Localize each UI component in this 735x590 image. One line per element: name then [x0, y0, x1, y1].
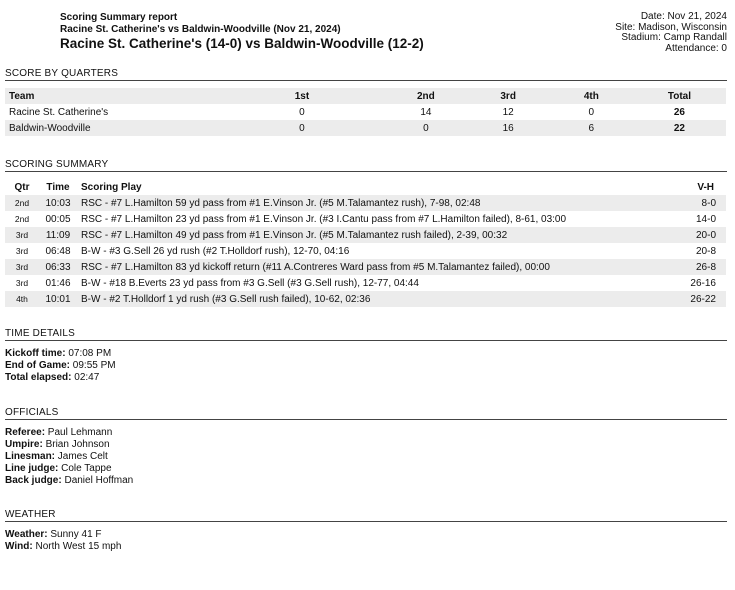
list-item [5, 475, 133, 487]
play-description: B-W - #18 B.Everts 23 yd pass from #3 G.Sell (#3 G.Sell rush), 12-77, 04:44 [81, 277, 419, 289]
table-header-row [5, 179, 726, 195]
weather-list [5, 529, 121, 553]
play-quarter: 2nd [14, 214, 30, 224]
table-row [5, 211, 726, 227]
section-title-score-by-quarters: SCORE BY QUARTERS [5, 68, 119, 79]
quarter-score: 14 [420, 106, 432, 118]
table-row [5, 243, 726, 259]
list-item [5, 463, 133, 475]
play-description: B-W - #2 T.Holldorf 1 yd rush (#3 G.Sell rush failed), 10-62, 02:36 [81, 293, 371, 305]
play-score: 20-0 [695, 229, 716, 241]
table-header-row [5, 88, 726, 104]
item-label: Back judge: [5, 475, 62, 486]
header-titles [60, 12, 424, 53]
table-row [5, 275, 726, 291]
column-header: Total [667, 90, 692, 102]
table-row [5, 291, 726, 307]
play-score: 20-8 [695, 245, 716, 257]
play-quarter: 3rd [15, 278, 29, 288]
item-value: Daniel Hoffman [61, 475, 134, 486]
column-header: 3rd [500, 90, 516, 102]
matchup-title: Racine St. Catherine's (14-0) vs Baldwin-Woodville (12-2) [60, 36, 424, 51]
report-subtitle: Racine St. Catherine's vs Baldwin-Woodville (Nov 21, 2024) [60, 24, 341, 35]
item-label: Total elapsed: [5, 372, 72, 383]
game-date: Date: Nov 21, 2024 [640, 11, 727, 22]
item-value: 09:55 PM [70, 360, 116, 371]
game-info [615, 12, 727, 54]
item-value: North West 15 mph [32, 541, 122, 552]
column-header: 1st [294, 90, 310, 102]
section-divider [5, 419, 727, 420]
item-label: Referee: [5, 427, 46, 438]
section-divider [5, 171, 727, 172]
play-description: RSC - #7 L.Hamilton 83 yd kickoff return (#11 A.Contreres Ward pass from #5 M.Talamantez failed), 00:00 [81, 261, 550, 273]
play-time: 01:46 [45, 277, 71, 289]
item-value: Paul Lehmann [45, 427, 113, 438]
quarter-score: 0 [299, 106, 305, 118]
column-header: 4th [583, 90, 599, 102]
list-item [5, 427, 133, 439]
total-score: 26 [673, 106, 685, 118]
list-item [5, 439, 133, 451]
item-value: 07:08 PM [65, 348, 112, 359]
list-item [5, 541, 121, 553]
list-item [5, 529, 121, 541]
play-score: 26-16 [690, 277, 716, 289]
item-label: Wind: [5, 541, 33, 552]
time-details-list [5, 348, 116, 384]
play-time: 11:09 [45, 229, 71, 241]
play-time: 00:05 [45, 213, 71, 225]
play-score: 14-0 [695, 213, 716, 225]
item-value: Cole Tappe [58, 463, 112, 474]
game-stadium: Stadium: Camp Randall [621, 32, 727, 43]
item-value: James Celt [55, 451, 108, 462]
section-title-weather: WEATHER [5, 509, 56, 520]
team-name: Baldwin-Woodville [9, 122, 91, 134]
table-row [5, 227, 726, 243]
play-score: 26-8 [695, 261, 716, 273]
game-site: Site: Madison, Wisconsin [615, 21, 727, 33]
table-row [5, 104, 726, 120]
play-score: 26-22 [690, 293, 716, 305]
scoring-summary-table [5, 179, 726, 307]
quarter-score: 0 [423, 122, 429, 134]
column-header: Scoring Play [81, 181, 142, 193]
item-value: 02:47 [71, 372, 100, 383]
list-item [5, 372, 116, 384]
report-title: Scoring Summary report [60, 12, 178, 23]
table-row [5, 195, 726, 211]
quarter-score: 12 [502, 106, 514, 118]
column-header: Team [9, 90, 35, 102]
play-quarter: 3rd [15, 246, 29, 256]
section-divider [5, 521, 727, 522]
play-quarter: 2nd [14, 198, 30, 208]
column-header: Qtr [14, 181, 30, 193]
item-label: Linesman: [5, 451, 56, 462]
section-title-officials: OFFICIALS [5, 407, 59, 418]
play-description: B-W - #3 G.Sell 26 yd rush (#2 T.Holldorf rush), 12-70, 04:16 [81, 245, 350, 257]
item-label: Weather: [5, 529, 48, 540]
section-divider [5, 80, 727, 81]
team-name: Racine St. Catherine's [9, 106, 109, 118]
play-time: 10:03 [45, 197, 71, 209]
quarter-score: 16 [502, 122, 514, 134]
item-label: Kickoff time: [5, 348, 66, 359]
play-time: 06:33 [45, 261, 71, 273]
play-description: RSC - #7 L.Hamilton 23 yd pass from #1 E.Vinson Jr. (#3 I.Cantu pass from #7 L.Hamilton failed), 8-61, 03:00 [81, 213, 567, 225]
play-quarter: 4th [16, 294, 28, 304]
officials-list [5, 427, 133, 487]
section-title-time-details: TIME DETAILS [5, 328, 76, 339]
play-score: 8-0 [701, 197, 716, 209]
play-time: 06:48 [45, 245, 71, 257]
play-quarter: 3rd [15, 262, 29, 272]
column-header: V-H [697, 181, 714, 193]
list-item [5, 348, 116, 360]
item-label: End of Game: [5, 360, 71, 371]
item-value: Sunny 41 F [47, 529, 102, 540]
play-description: RSC - #7 L.Hamilton 49 yd pass from #1 E.Vinson Jr. (#5 M.Talamantez rush failed), 2-39, 00:32 [81, 229, 508, 241]
score-by-quarters-table [5, 88, 726, 136]
quarter-score: 6 [588, 122, 595, 134]
item-value: Brian Johnson [42, 439, 110, 450]
table-row [5, 259, 726, 275]
report-header [60, 12, 727, 52]
quarter-score: 0 [299, 122, 305, 134]
column-header: 2nd [416, 90, 435, 102]
item-label: Line judge: [5, 463, 59, 474]
item-label: Umpire: [5, 439, 43, 450]
section-title-scoring-summary: SCORING SUMMARY [5, 159, 109, 170]
total-score: 22 [673, 122, 685, 134]
game-attendance: Attendance: 0 [665, 42, 727, 54]
list-item [5, 360, 116, 372]
play-quarter: 3rd [15, 230, 29, 240]
section-divider [5, 340, 727, 341]
list-item [5, 451, 133, 463]
play-description: RSC - #7 L.Hamilton 59 yd pass from #1 E.Vinson Jr. (#5 M.Talamantez rush), 7-98, 02:48 [81, 197, 481, 209]
table-row [5, 120, 726, 136]
quarter-score: 0 [588, 106, 595, 118]
play-time: 10:01 [45, 293, 71, 305]
column-header: Time [46, 181, 70, 193]
